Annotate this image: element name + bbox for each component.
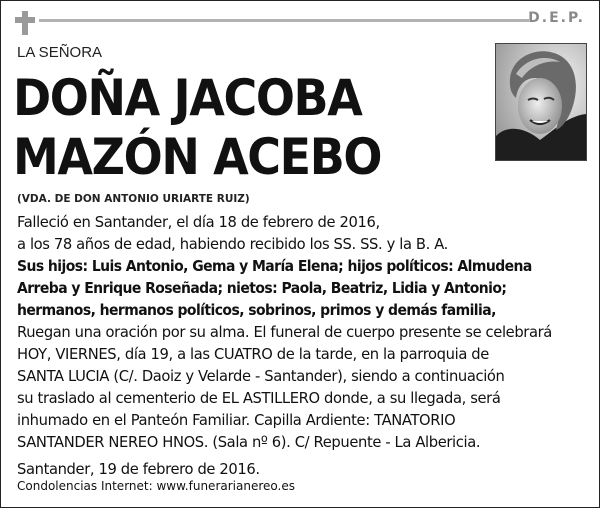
closing-date: Santander, 19 de febrero de 2016. <box>17 460 260 478</box>
header-rule <box>39 19 529 22</box>
body-line: Falleció en Santander, el día 18 de febrero de 2016, <box>17 213 380 231</box>
family-line: Arreba y Enrique Roseñada; nietos: Paola, Beatriz, Lidia y Antonio; <box>17 279 507 297</box>
body-line: Ruegan una oración por su alma. El funeral de cuerpo presente se celebrará <box>17 323 552 341</box>
widow-of-line: (VDA. DE DON ANTONIO URIARTE RUIZ) <box>17 193 250 205</box>
deceased-name-line-1: DOÑA JACOBA <box>13 69 362 127</box>
portrait-image <box>496 44 586 160</box>
family-line: hermanos, hermanos políticos, sobrinos, primos y demás familia, <box>17 301 496 319</box>
body-line: SANTANDER NEREO HNOS. (Sala nº 6). C/ Repuente - La Albericia. <box>17 433 481 451</box>
intro-label: LA SEÑORA <box>17 44 103 61</box>
body-line: inhumado en el Panteón Familiar. Capilla Ardiente: TANATORIO <box>17 411 456 429</box>
family-line: Sus hijos: Luis Antonio, Gema y María Elena; hijos políticos: Almudena <box>17 257 532 275</box>
body-line: SANTA LUCIA (C/. Daoiz y Velarde - Santander), siendo a continuación <box>17 367 505 385</box>
deceased-name-line-2: MAZÓN ACEBO <box>13 128 382 186</box>
dep-label: D.E.P. <box>528 10 585 26</box>
body-line: a los 78 años de edad, habiendo recibido los SS. SS. y la B. A. <box>17 235 448 253</box>
obituary-body <box>17 211 597 453</box>
body-line: su traslado al cementerio de EL ASTILLERO donde, a su llegada, será <box>17 389 501 407</box>
cross-icon <box>15 11 35 35</box>
condolences-line: Condolencias Internet: www.funerarianereo.es <box>17 479 295 493</box>
body-line: HOY, VIERNES, día 19, a las CUATRO de la tarde, en la parroquia de <box>17 345 489 363</box>
portrait-photo <box>495 43 587 161</box>
